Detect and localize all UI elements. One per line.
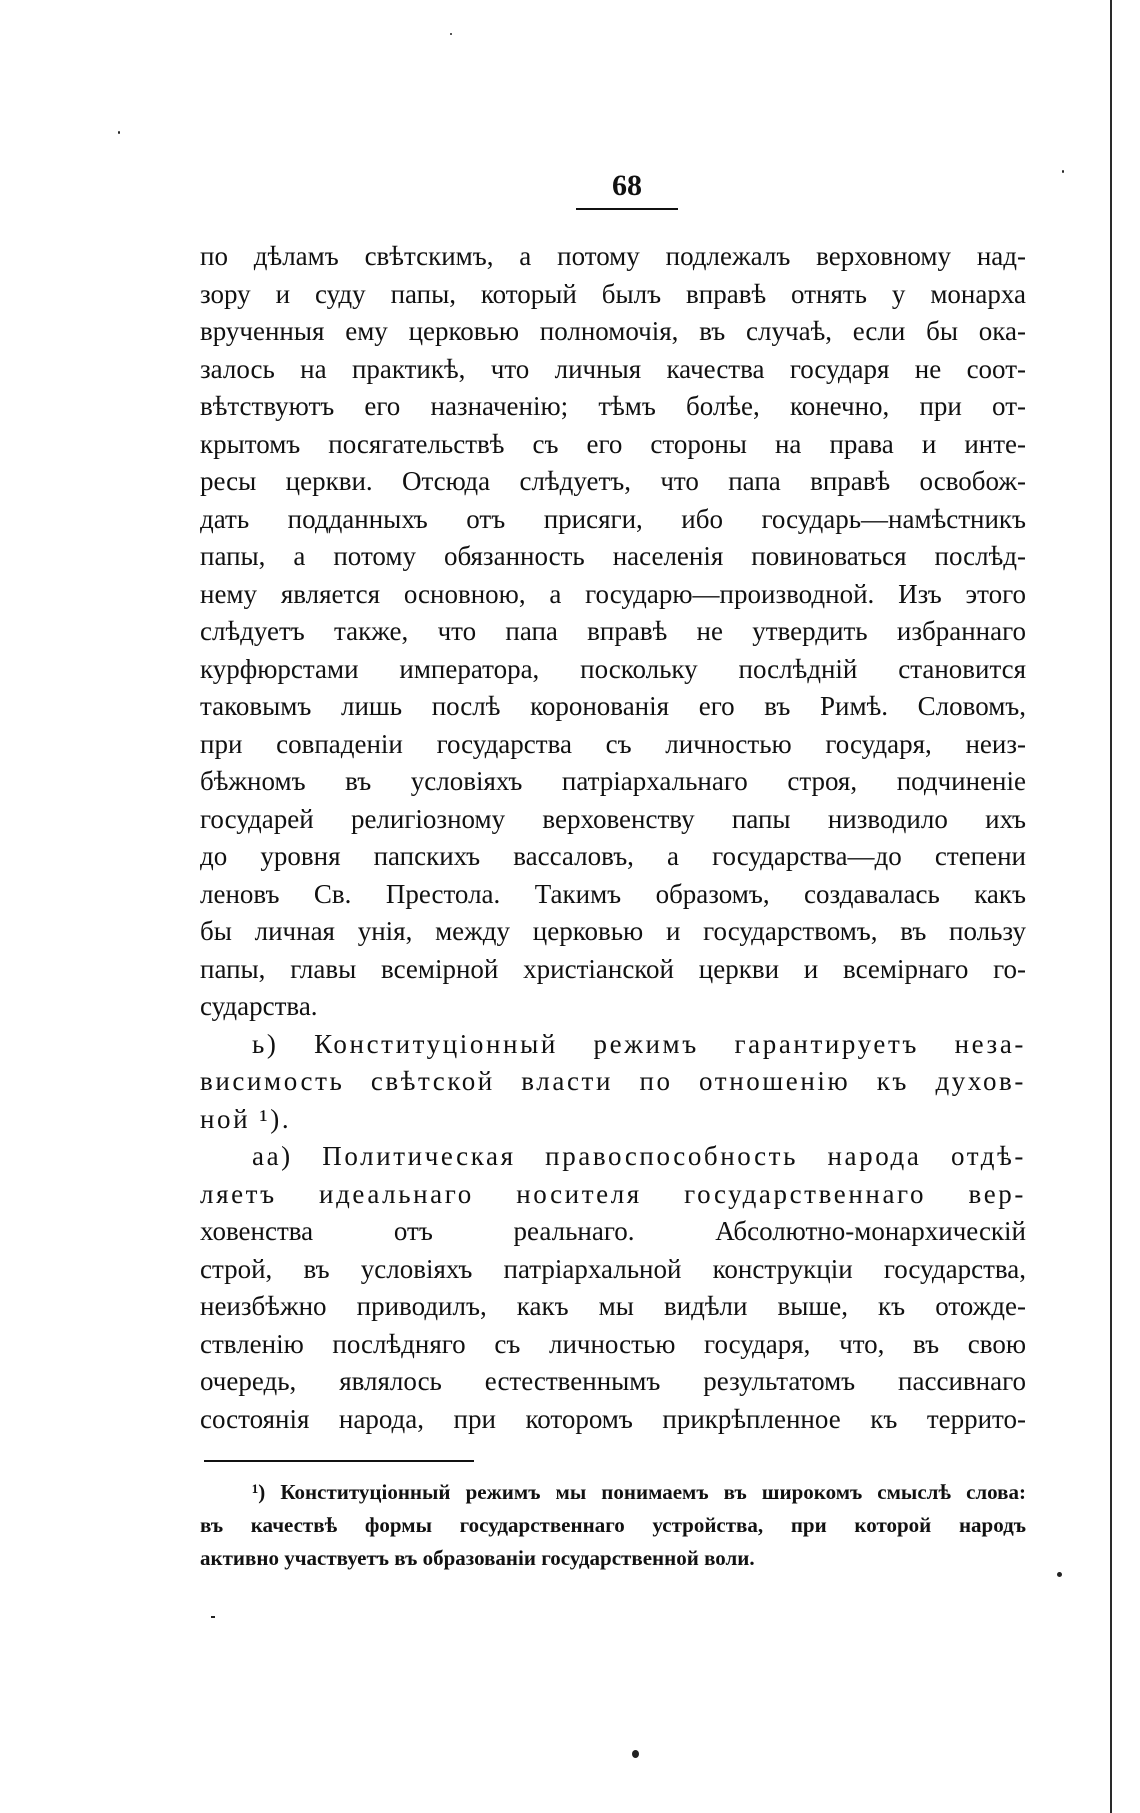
text-line: по дѣламъ свѣтскимъ, а потому подлежалъ верховному над- [200, 241, 1026, 271]
text-line: папы, а потому обязанность населенія повиноваться послѣд- [200, 541, 1026, 571]
footnote [200, 1476, 1026, 1575]
text-line: ресы церкви. Отсюда слѣдуетъ, что папа вправѣ освобож- [200, 466, 1026, 496]
page-edge-line [1110, 0, 1112, 1813]
page-header [576, 168, 678, 210]
footnote-line: въ качествѣ формы государственнаго устройства, при которой народъ [200, 1513, 1026, 1537]
text-line: бѣжномъ въ условіяхъ патріархальнаго строя, подчиненіе [200, 766, 1026, 796]
text-line: неизбѣжно приводилъ, какъ мы видѣли выше, къ отожде- [200, 1291, 1026, 1321]
text-line: папы, главы всемірной христіанской церкви и всемірнаго го- [200, 953, 1026, 984]
scan-speck [1062, 170, 1064, 173]
text-line: до уровня папскихъ вассаловъ, а государства—до степени [200, 841, 1026, 871]
text-line: сударства. [200, 991, 318, 1021]
text-line: ствленію послѣдняго съ личностью государя, что, въ свою [200, 1328, 1026, 1359]
footnote-separator [204, 1460, 474, 1462]
text-line: курфюрстами императора, поскольку послѣдній становится [200, 653, 1026, 684]
page-number-underline [576, 208, 678, 210]
text-line: вѣтствуютъ его назначенію; тѣмъ болѣе, конечно, при от- [200, 391, 1026, 421]
text-line: врученныя ему церковью полномочія, въ случаѣ, если бы ока- [200, 316, 1026, 346]
text-line: зору и суду папы, который былъ вправѣ отнять у монарха [200, 278, 1026, 309]
text-line: государей религіозному верховенству папы низводило ихъ [200, 803, 1026, 834]
text-line: крытомъ посягательствѣ съ его стороны на права и инте- [200, 428, 1026, 459]
text-line: ной ¹). [200, 1103, 292, 1134]
section-b-heading: ь) Конституціонный режимъ гарантируетъ неза- [252, 1028, 1026, 1059]
scan-speck [118, 131, 120, 134]
text-line: бы личная унія, между церковью и государствомъ, въ пользу [200, 916, 1026, 946]
main-text [200, 238, 1026, 1438]
text-line: леновъ Св. Престола. Такимъ образомъ, создавалась какъ [200, 878, 1026, 909]
text-line: очередь, являлось естественнымъ результатомъ пассивнаго [200, 1366, 1026, 1396]
scan-speck [632, 1750, 639, 1758]
text-line: строй, въ условіяхъ патріархальной конструкціи государства, [200, 1253, 1026, 1284]
text-line: ляетъ идеальнаго носителя государственнаго вер- [200, 1178, 1026, 1209]
footnote-line: активно участвуетъ въ образованіи государственной воли. [200, 1546, 755, 1570]
text-line: залось на практикѣ, что личныя качества государя не соот- [200, 353, 1026, 384]
scan-speck [450, 33, 452, 35]
text-line: состоянія народа, при которомъ прикрѣпленное къ террито- [200, 1403, 1026, 1434]
footnote-line: ¹) Конституціонный режимъ мы понимаемъ въ широкомъ смыслѣ слова: [252, 1480, 1026, 1504]
text-line: висимость свѣтской власти по отношенію къ духов- [200, 1066, 1026, 1096]
text-line: таковымъ лишь послѣ коронованія его въ Римѣ. Словомъ, [200, 691, 1026, 721]
section-aa-heading: аа) Политическая правоспособность народа отдѣ- [252, 1141, 1026, 1171]
text-line: при совпаденіи государства съ личностью государя, неиз- [200, 728, 1026, 759]
page-number: 68 [612, 169, 642, 202]
text-line: ховенства отъ реальнаго. Абсолютно-монархическій [200, 1216, 1026, 1246]
text-line: слѣдуетъ также, что папа вправѣ не утвердить избраннаго [200, 616, 1026, 646]
text-line: нему является основною, а государю—производной. Изъ этого [200, 578, 1026, 609]
scan-speck [211, 1616, 215, 1618]
text-line: дать подданныхъ отъ присяги, ибо государь—намѣстникъ [200, 503, 1026, 534]
scan-speck [1057, 1572, 1062, 1577]
